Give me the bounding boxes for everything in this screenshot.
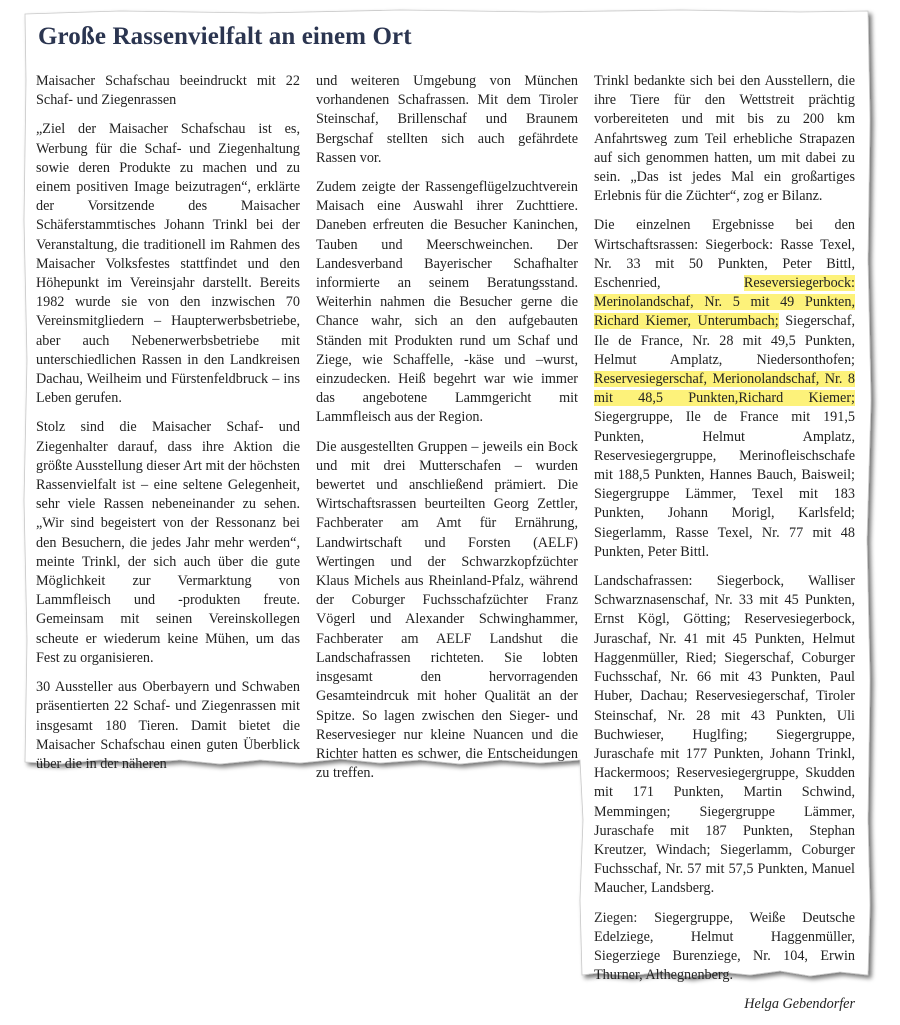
article-title: Große Rassenvielfalt an einem Ort	[38, 23, 412, 50]
highlighted-result: Reseversiegerbock: Merinolandschaf, Nr. 5 mit 49 Punkten, Richard Kiemer, Unterumbach;	[594, 275, 855, 330]
article-subtitle: Maisacher Schafschau beeindruckt mit 22 Schaf- und Ziegenrassen	[36, 73, 300, 109]
article-paragraph: Trinkl bedankte sich bei den Ausstellern, die ihre Tiere für den Wettstreit prächtig vorbereiteten und mit bis zu 200 km Anfahrtsweg zum Teil erhebliche Strapazen auf sich genommen hatten, um mit dabei zu sein. „Das ist jedes Mal ein großartiges Erlebnis für die Züchter“, zog er Bilanz.	[594, 73, 855, 205]
article-paragraph: Zudem zeigte der Rassengeflügelzuchtverein Maisach eine Auswahl ihrer Zuchttiere. Daneben erfreuten die Besucher Kaninchen, Tauben und Meerschweinchen. Der Landesverband Bayerischer Schafhalter informierte an seinem Beratungsstand. Weiterhin nahmen die Besucher gerne die Chance wahr, sich an den aufgebauten Ständen mit Produkten rund um Schaf und Ziege, wie Schaffelle, -käse und –wurst, einzudecken. Heiß begehrt war wie immer das angebotene Lammgericht mit Lammfleisch aus der Region.	[316, 179, 578, 426]
article-paragraph: 30 Aussteller aus Oberbayern und Schwaben präsentierten 22 Schaf- und Ziegenrassen mit insgesamt 180 Tieren. Damit bietet die Maisacher Schafschau einen guten Überblick über die in der näheren	[36, 679, 300, 772]
ziegen-label: Ziegen:	[594, 909, 638, 926]
results-text: Die einzelnen Ergebnisse bei den Wirtschaftsrassen: Siegerbock: Rasse Texel, Nr. 33 mit 50 Punkten, Peter Bittl, Eschenried,	[594, 217, 855, 292]
results-ziegen	[594, 909, 855, 986]
article-paragraph: „Ziel der Maisacher Schafschau ist es, Werbung für die Schaf- und Ziegenhaltung sowie deren Produkte zu machen und zu einem positiven Image beizutragen“, erklärte der Vorsitzende des Maisacher Schäferstammtisches Johann Trinkl bei der Veranstaltung, die traditionell im Rahmen des Maisacher Volksfestes stattfindet und den Höhepunkt im Vereinsjahr darstellt. Bereits 1982 wurde sie von den inzwischen 70 Vereinsmitgliedern – Haupterwerbsbetriebe, aber auch Nebenerwerbsbetriebe mit unterschiedlichen Rassen in den Landkreisen Dachau, Weilheim und Fürstenfeldbruck – ins Leben gerufen.	[36, 121, 300, 407]
results-text: Siegerschaf, Ile de France, Nr. 28 mit 49,5 Punkten, Helmut Amplatz, Niedersonthofen;	[594, 313, 855, 368]
article-column-3	[594, 72, 855, 1025]
article-paragraph: Stolz sind die Maisacher Schaf- und Ziegenhalter darauf, dass ihre Aktion die größte Ausstellung dieser Art mit der höchsten Rassenvielfalt ist – eine seltene Gelegenheit, sehr viele Rassen nebeneinander zu sehen. „Wir sind begeistert von der Ressonanz bei den Besuchern, die jedes Jahr mehr werden“, meinte Trinkl, der sich auch über die gute Möglichkeit zur Vermarktung von Lammfleisch und -produkten freute. Gemeinsam mit seinen Vereinskollegen scheute er wiederum keine Mühen, um das Fest zu organisieren.	[36, 419, 300, 666]
article-paragraph: Die ausgestellten Gruppen – jeweils ein Bock und mit drei Mutterschafen – wurden bewertet und anschließend prämiert. Die Wirtschaftsrassen beurteilten Georg Zettler, Fachberater am Amt für Ernährung, Landwirtschaft und Forsten (AELF) Wertingen und der Schwarzkopfzüchter Klaus Michels aus Rheinland-Pfalz, während der Coburger Fuchsschafzüchter Franz Vögerl und Alexander Schwinghammer, Fachberater am AELF Landshut die Landschafrassen richteten. Sie lobten insgesamt den hervorragenden Gesamteindrcuk mit hoher Qualität an der Spitze. So lagen zwischen den Sieger- und Reservesieger nur kleine Nuancen und die Richter hatten es schwer, die Entscheidungen zu treffen.	[316, 438, 578, 782]
article-paragraph: und weiteren Umgebung von München vorhandenen Schafrassen. Mit dem Tiroler Steinschaf, Brillenschaf und Braunem Bergschaf stellten sich auch gefährdete Rassen vor.	[316, 73, 578, 166]
results-text: Siegergruppe, Ile de France mit 191,5 Punkten, Helmut Amplatz, Reservesiegergruppe, Merinofleischschafe mit 188,5 Punkten, Hannes Bauch, Baisweil; Siegergruppe Lämmer, Texel mit 183 Punkten, Johann Morigl, Karlsfeld; Siegerlamm, Rasse Texel, Nr. 77 mit 48 Punkten, Peter Bittl.	[594, 409, 855, 560]
results-text: Siegergruppe, Weiße Deutsche Edelziege, Helmut Haggenmüller, Siegerziege Burenziege, Nr. 104, Erwin Thurner, Althegnenberg.	[594, 909, 855, 984]
highlighted-result: Reservesiegerschaf, Merionolandschaf, Nr. 8 mit 48,5 Punkten,Richard Kiemer;	[594, 371, 855, 407]
article-column-1	[36, 72, 300, 784]
results-wirtschaftsrassen	[594, 216, 855, 562]
article-column-2	[316, 72, 578, 793]
results-landschafrassen: Landschafrassen: Siegerbock, Walliser Schwarznasenschaf, Nr. 33 mit 45 Punkten, Ernst Kögl, Götting; Reservesiegerbock, Juraschaf, Nr. 41 mit 45 Punkten, Helmut Haggenmüller, Ried; Siegerschaf, Coburger Fuchsschaf, Nr. 66 mit 43 Punkten, Paul Huber, Dachau; Reservesiegerschaf, Tiroler Steinschaf, Nr. 28 mit 43 Punkten, Uli Buchwieser, Huglfing; Siegergruppe, Juraschafe mit 177 Punkten, Johann Trinkl, Hackermoos; Reservesiegergruppe, Skudden mit 171 Punkten, Martin Schwind, Memmingen; Siegergruppe Lämmer, Juraschafe mit 187 Punkten, Stephan Kreutzer, Windach; Siegerlamm, Coburger Fuchsschaf, Nr. 57 mit 57,5 Punkten, Manuel Maucher, Landsberg.	[594, 573, 855, 897]
author-byline: Helga Gebendorfer	[744, 996, 855, 1013]
